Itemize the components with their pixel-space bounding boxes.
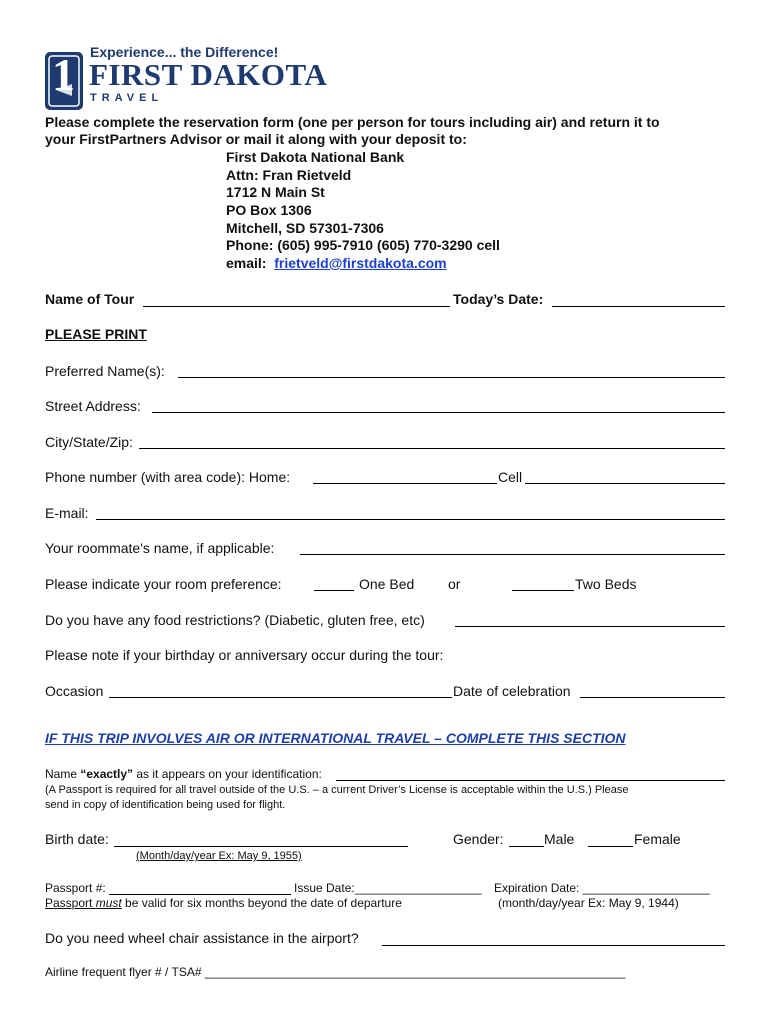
celebration-date-input[interactable]	[580, 681, 725, 697]
tour-name-input[interactable]	[143, 290, 450, 306]
two-beds-label: Two Beds	[575, 576, 637, 592]
address-line: Phone: (605) 995-7910 (605) 770-3290 cell	[226, 237, 500, 253]
passport-number-label: Passport #:	[45, 881, 106, 895]
email-field-label: E-mail:	[45, 505, 89, 521]
birth-date-input[interactable]	[114, 830, 408, 846]
company-logo	[42, 44, 342, 112]
cell-phone-input[interactable]	[525, 467, 725, 483]
expiration-date-blank[interactable]: ___________________	[582, 881, 710, 895]
tour-name-label: Name of Tour	[45, 291, 135, 307]
female-input[interactable]	[588, 830, 633, 846]
passport-validity-note: Passport must be valid for six months beyond the date of departure	[45, 896, 402, 910]
gender-label: Gender:	[453, 831, 504, 847]
home-phone-label: Phone number (with area code): Home:	[45, 469, 291, 485]
birthday-note: Please note if your birthday or anniversary occur during the tour:	[45, 647, 444, 663]
two-beds-input[interactable]	[512, 574, 574, 590]
occasion-label: Occasion	[45, 683, 104, 699]
logo-name: FIRST DAKOTA	[89, 57, 328, 92]
birth-date-hint: (Month/day/year Ex: May 9, 1955)	[136, 850, 302, 862]
frequent-flyer-blank[interactable]: _______________________________________________________________	[204, 965, 626, 979]
intro-line-2: your FirstPartners Advisor or mail it along with your deposit to:	[45, 131, 467, 147]
email-line	[226, 255, 447, 271]
preferred-name-label: Preferred Name(s):	[45, 363, 165, 379]
address-line: PO Box 1306	[226, 202, 312, 218]
city-state-zip-input[interactable]	[139, 432, 725, 448]
one-bed-label: One Bed	[359, 576, 415, 592]
male-label: Male	[544, 831, 575, 847]
passport-number-input[interactable]	[109, 878, 291, 894]
one-bed-input[interactable]	[314, 574, 354, 590]
exact-name-input[interactable]	[336, 764, 725, 780]
male-input[interactable]	[509, 830, 544, 846]
logo-tagline: Experience... the Difference!	[90, 44, 279, 60]
cell-phone-label: Cell	[498, 469, 523, 485]
room-preference-label: Please indicate your room preference:	[45, 576, 282, 592]
please-print-heading: PLEASE PRINT	[45, 326, 147, 342]
expiration-date-label: Expiration Date: ___________________	[494, 881, 710, 895]
food-restrictions-label: Do you have any food restrictions? (Diabetic, gluten free, etc)	[45, 612, 425, 628]
food-restrictions-input[interactable]	[455, 610, 725, 626]
street-address-input[interactable]	[152, 396, 725, 412]
frequent-flyer-label: Airline frequent flyer # / TSA# _______________________________________________________________	[45, 965, 626, 979]
email-field[interactable]	[96, 503, 725, 519]
preferred-name-input[interactable]	[178, 361, 725, 377]
todays-date-input[interactable]	[552, 290, 725, 306]
exact-name-label: Name “exactly” as it appears on your identification:	[45, 767, 322, 781]
expiration-date-hint: (month/day/year Ex: May 9, 1944)	[498, 896, 679, 910]
wheelchair-input[interactable]	[382, 929, 725, 945]
address-line: 1712 N Main St	[226, 184, 325, 200]
celebration-date-label: Date of celebration	[453, 683, 571, 699]
street-address-label: Street Address:	[45, 398, 141, 414]
roommate-input[interactable]	[300, 538, 725, 554]
wheelchair-label: Do you need wheel chair assistance in the airport?	[45, 930, 359, 946]
home-phone-input[interactable]	[313, 467, 497, 483]
email-link[interactable]: frietveld@firstdakota.com	[274, 255, 447, 271]
female-label: Female	[634, 831, 681, 847]
or-label: or	[448, 576, 461, 592]
email-label: email:	[226, 255, 267, 271]
roommate-label: Your roommate's name, if applicable:	[45, 540, 275, 556]
city-state-zip-label: City/State/Zip:	[45, 434, 133, 450]
logo-badge-number: 1	[52, 49, 75, 100]
issue-date-blank[interactable]: ___________________	[354, 881, 482, 895]
exactly-emphasis: “exactly”	[80, 767, 134, 781]
intro-line-1: Please complete the reservation form (one per person for tours including air) and return it to	[45, 114, 660, 130]
address-line: First Dakota National Bank	[226, 149, 405, 165]
passport-note-line-1: (A Passport is required for all travel outside of the U.S. – a current Driver’s License is acceptable within the U.S.) Please	[45, 784, 629, 796]
todays-date-label: Today’s Date:	[453, 291, 544, 307]
logo-subtitle: TRAVEL	[90, 92, 164, 104]
occasion-input[interactable]	[109, 681, 452, 697]
address-line: Attn: Fran Rietveld	[226, 167, 352, 183]
address-line: Mitchell, SD 57301-7306	[226, 220, 384, 236]
issue-date-label: Issue Date:___________________	[294, 881, 482, 895]
air-travel-heading: IF THIS TRIP INVOLVES AIR OR INTERNATIONAL TRAVEL – COMPLETE THIS SECTION	[45, 730, 626, 746]
birth-date-label: Birth date:	[45, 831, 109, 847]
passport-note-line-2: send in copy of identification being used for flight.	[45, 799, 286, 811]
